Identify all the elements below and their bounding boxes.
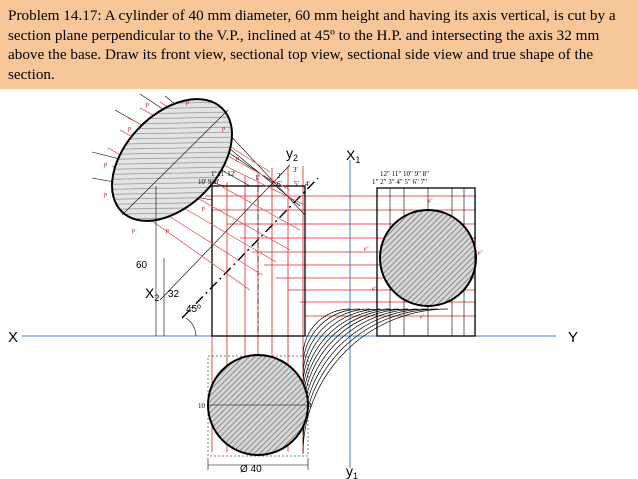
fv-label-6: 6' xyxy=(277,180,282,188)
svg-text:p": p" xyxy=(372,287,377,292)
svg-text:p: p xyxy=(222,126,225,132)
tv-label-10: 10 xyxy=(198,402,205,410)
svg-text:Ø 40: Ø 40 xyxy=(240,464,262,475)
svg-text:p: p xyxy=(166,228,169,234)
diameter-dimension xyxy=(208,458,308,475)
cutting-plane-line xyxy=(182,178,318,318)
fv-label-row-b: 10' 9' 8' xyxy=(198,178,220,186)
cut-height-dimension xyxy=(164,258,180,336)
sv-label-bottom: 1" 2" 3" 4" 5" 6" 7" xyxy=(372,178,428,186)
fv-label-4: 4' xyxy=(305,180,310,188)
svg-text:p: p xyxy=(104,192,107,198)
fv-label-1: 1' xyxy=(255,174,260,182)
svg-text:60: 60 xyxy=(136,260,148,271)
x2-label: $X_2$ xyxy=(145,285,160,303)
y2-label: $y_2$ xyxy=(286,145,299,163)
svg-text:p: p xyxy=(236,156,239,162)
sv-label-top: 12" 11" 10" 9" 8" xyxy=(380,170,430,178)
svg-text:p: p xyxy=(202,206,205,212)
fv-label-3: 3' xyxy=(293,166,298,174)
top-view-section xyxy=(208,355,308,456)
y-label: Y xyxy=(568,329,579,346)
svg-text:p: p xyxy=(104,162,107,168)
side-view-section xyxy=(378,208,476,308)
svg-text:p": p" xyxy=(428,199,433,204)
svg-text:p": p" xyxy=(364,247,369,252)
x-label: X xyxy=(8,329,19,346)
svg-text:p": p" xyxy=(478,251,483,256)
svg-text:p: p xyxy=(186,100,189,106)
svg-text:32: 32 xyxy=(168,289,180,300)
x1-label: $X_1$ xyxy=(346,147,361,165)
svg-text:p: p xyxy=(146,102,149,108)
tv-label-4: 4 xyxy=(308,402,312,410)
fv-label-5: 5' xyxy=(294,180,299,188)
fv-label-2: 2' xyxy=(277,172,282,180)
svg-text:p: p xyxy=(132,228,135,234)
angle-label: 45º xyxy=(186,304,201,315)
front-view-cylinder xyxy=(212,186,305,336)
y1-label: $y_1$ xyxy=(346,463,359,479)
fv-label-row-a: 1' 11' 12' xyxy=(211,170,236,178)
svg-text:p": p" xyxy=(420,315,425,320)
transfer-arcs xyxy=(303,309,448,454)
problem-statement: Problem 14.17: A cylinder of 40 mm diameter, 60 mm height and having its axis vertical, is cut by a section plane perpendicular to the V.P., inclined at 45º to the H.P. and intersecting the axis 32 mm above the base. Draw its front view, sectional top view, sectional side view and true shape of the section. xyxy=(8,7,616,83)
svg-text:p: p xyxy=(128,126,131,132)
